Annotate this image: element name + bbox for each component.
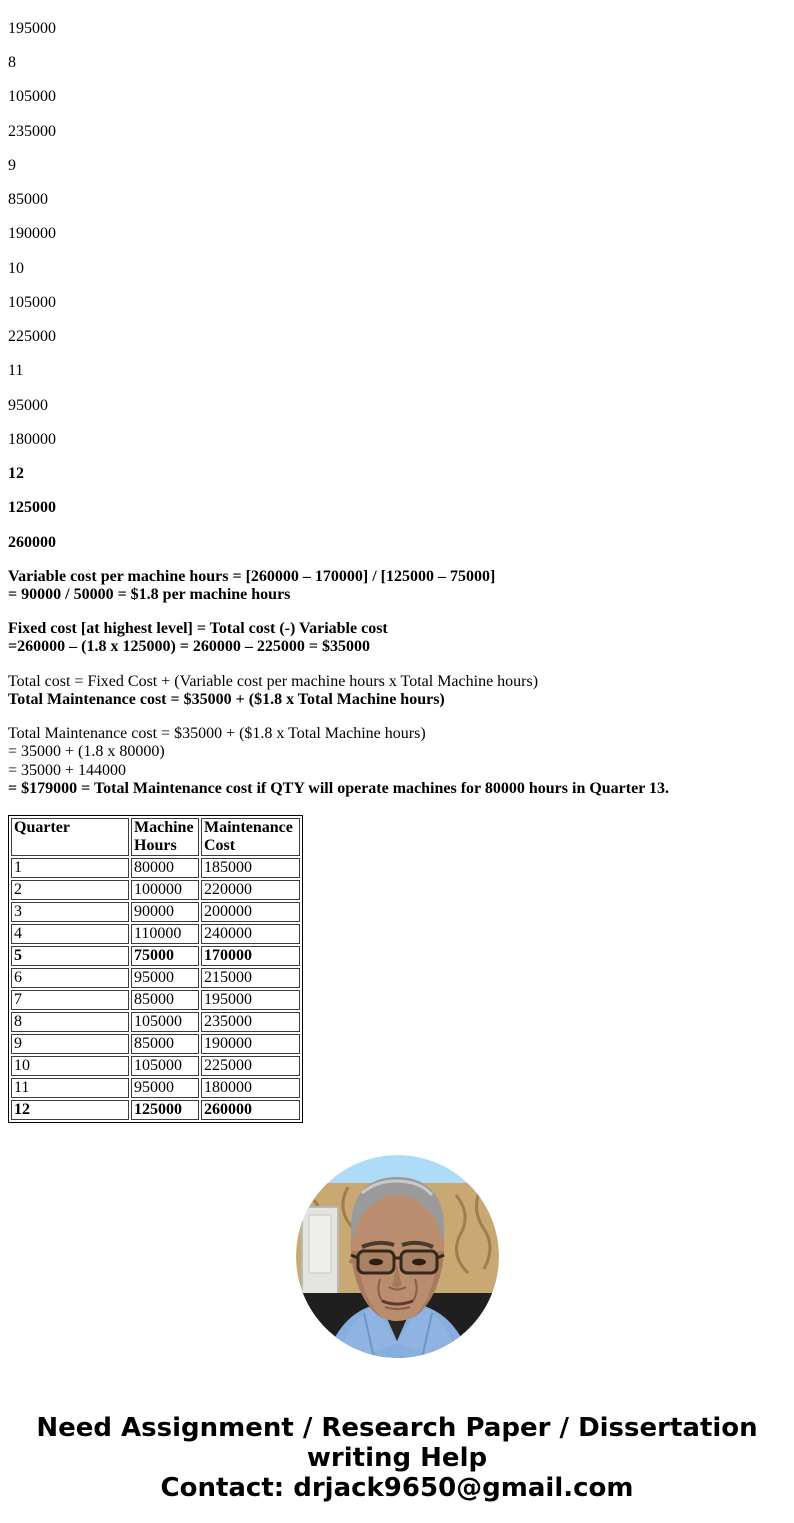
machine-hours-cell: 100000 bbox=[131, 880, 199, 900]
quarter-cell: 8 bbox=[11, 1012, 129, 1032]
machine-hours-cell: 125000 bbox=[131, 1100, 199, 1120]
intro-value: 85000 bbox=[8, 191, 48, 209]
footer-contact-email: Contact: drjack9650@gmail.com bbox=[160, 1473, 634, 1504]
quarter-cell: 9 bbox=[11, 1034, 129, 1054]
maintenance-cost-cell: 260000 bbox=[201, 1100, 300, 1120]
maintenance-cost-cell: 195000 bbox=[201, 990, 300, 1010]
table-row bbox=[11, 880, 300, 900]
fixed-cost-line1: Fixed cost [at highest level] = Total cost (-) Variable cost bbox=[8, 620, 388, 638]
quarter-cell: 10 bbox=[11, 1056, 129, 1076]
quarter-cell: 6 bbox=[11, 968, 129, 988]
table-row bbox=[11, 1012, 300, 1032]
intro-value: 190000 bbox=[8, 225, 56, 243]
maintenance-cost-cell: 235000 bbox=[201, 1012, 300, 1032]
total-maintenance-line2: = 35000 + (1.8 x 80000) bbox=[8, 743, 165, 761]
intro-value: 195000 bbox=[8, 20, 56, 37]
intro-value: 180000 bbox=[8, 430, 56, 448]
table-row bbox=[11, 1056, 300, 1076]
table-row bbox=[11, 858, 300, 878]
quarter-cell: 2 bbox=[11, 880, 129, 900]
table-row bbox=[11, 990, 300, 1010]
maintenance-cost-cell: 185000 bbox=[201, 858, 300, 878]
maintenance-cost-cell: 240000 bbox=[201, 924, 300, 944]
total-maintenance-paragraph bbox=[8, 725, 786, 798]
table-row bbox=[11, 924, 300, 944]
table-row bbox=[11, 902, 300, 922]
intro-value: 11 bbox=[8, 362, 24, 380]
maintenance-cost-cell: 200000 bbox=[201, 902, 300, 922]
header-quarter: Quarter bbox=[11, 818, 129, 856]
intro-value: 105000 bbox=[8, 88, 56, 106]
intro-value: 8 bbox=[8, 54, 16, 72]
portrait-photo-illustration bbox=[296, 1155, 499, 1358]
maintenance-cost-cell: 190000 bbox=[201, 1034, 300, 1054]
quarter-cell: 5 bbox=[11, 946, 129, 966]
intro-value: 105000 bbox=[8, 293, 56, 311]
table-row bbox=[11, 968, 300, 988]
table-row-highlight bbox=[11, 1100, 300, 1120]
intro-value: 12 bbox=[8, 465, 24, 483]
machine-hours-cell: 90000 bbox=[131, 902, 199, 922]
variable-cost-line1: Variable cost per machine hours = [260000 – 170000] / [125000 – 75000] bbox=[8, 567, 496, 585]
maintenance-cost-cell: 225000 bbox=[201, 1056, 300, 1076]
machine-hours-cell: 85000 bbox=[131, 1034, 199, 1054]
variable-cost-line2: = 90000 / 50000 = $1.8 per machine hours bbox=[8, 585, 291, 603]
quarter-cell: 11 bbox=[11, 1078, 129, 1098]
portrait-photo bbox=[296, 1155, 499, 1358]
total-cost-formula-line1: Total cost = Fixed Cost + (Variable cost per machine hours x Total Machine hours) bbox=[8, 672, 539, 690]
intro-value: 125000 bbox=[8, 499, 56, 517]
intro-value: 235000 bbox=[8, 122, 56, 140]
total-cost-formula-line2: Total Maintenance cost = $35000 + ($1.8 x Total Machine hours) bbox=[8, 690, 445, 708]
maintenance-cost-cell: 215000 bbox=[201, 968, 300, 988]
machine-hours-cell: 105000 bbox=[131, 1012, 199, 1032]
table-header-row bbox=[11, 818, 300, 856]
machine-hours-cell: 110000 bbox=[131, 924, 199, 944]
variable-cost-paragraph bbox=[8, 568, 786, 604]
machine-hours-cell: 75000 bbox=[131, 946, 199, 966]
intro-value: 95000 bbox=[8, 396, 48, 414]
header-machine-hours: Machine Hours bbox=[131, 818, 199, 856]
table-row-highlight bbox=[11, 946, 300, 966]
intro-value: 225000 bbox=[8, 328, 56, 346]
maintenance-cost-cell: 170000 bbox=[201, 946, 300, 966]
total-maintenance-line1: Total Maintenance cost = $35000 + ($1.8 x Total Machine hours) bbox=[8, 725, 426, 743]
quarter-cell: 7 bbox=[11, 990, 129, 1010]
machine-hours-cell: 105000 bbox=[131, 1056, 199, 1076]
table-row bbox=[11, 1078, 300, 1098]
quarter-cell: 12 bbox=[11, 1100, 129, 1120]
quarter-cell: 4 bbox=[11, 924, 129, 944]
maintenance-cost-cell: 180000 bbox=[201, 1078, 300, 1098]
portrait-section bbox=[8, 1155, 786, 1363]
intro-value: 9 bbox=[8, 156, 16, 174]
total-cost-formula-paragraph bbox=[8, 673, 786, 709]
table-row bbox=[11, 1034, 300, 1054]
machine-hours-cell: 80000 bbox=[131, 858, 199, 878]
machine-hours-cell: 95000 bbox=[131, 1078, 199, 1098]
footer-promo bbox=[8, 1413, 786, 1503]
quarter-cell: 3 bbox=[11, 902, 129, 922]
machine-hours-cell: 95000 bbox=[131, 968, 199, 988]
footer-line-1: Need Assignment / Research Paper / Dissertation bbox=[36, 1413, 758, 1444]
maintenance-cost-table bbox=[8, 815, 303, 1123]
quarter-cell: 1 bbox=[11, 858, 129, 878]
footer-line-2: writing Help bbox=[306, 1443, 488, 1474]
total-maintenance-line4: = $179000 = Total Maintenance cost if QTY will operate machines for 80000 hours in Quarter 13. bbox=[8, 779, 670, 797]
machine-hours-cell: 85000 bbox=[131, 990, 199, 1010]
header-maintenance-cost: Maintenance Cost bbox=[201, 818, 300, 856]
intro-value: 10 bbox=[8, 259, 24, 277]
intro-value: 260000 bbox=[8, 533, 56, 551]
fixed-cost-paragraph bbox=[8, 620, 786, 656]
fixed-cost-line2: =260000 – (1.8 x 125000) = 260000 – 225000 = $35000 bbox=[8, 638, 371, 656]
total-maintenance-line3: = 35000 + 144000 bbox=[8, 761, 127, 779]
maintenance-cost-cell: 220000 bbox=[201, 880, 300, 900]
